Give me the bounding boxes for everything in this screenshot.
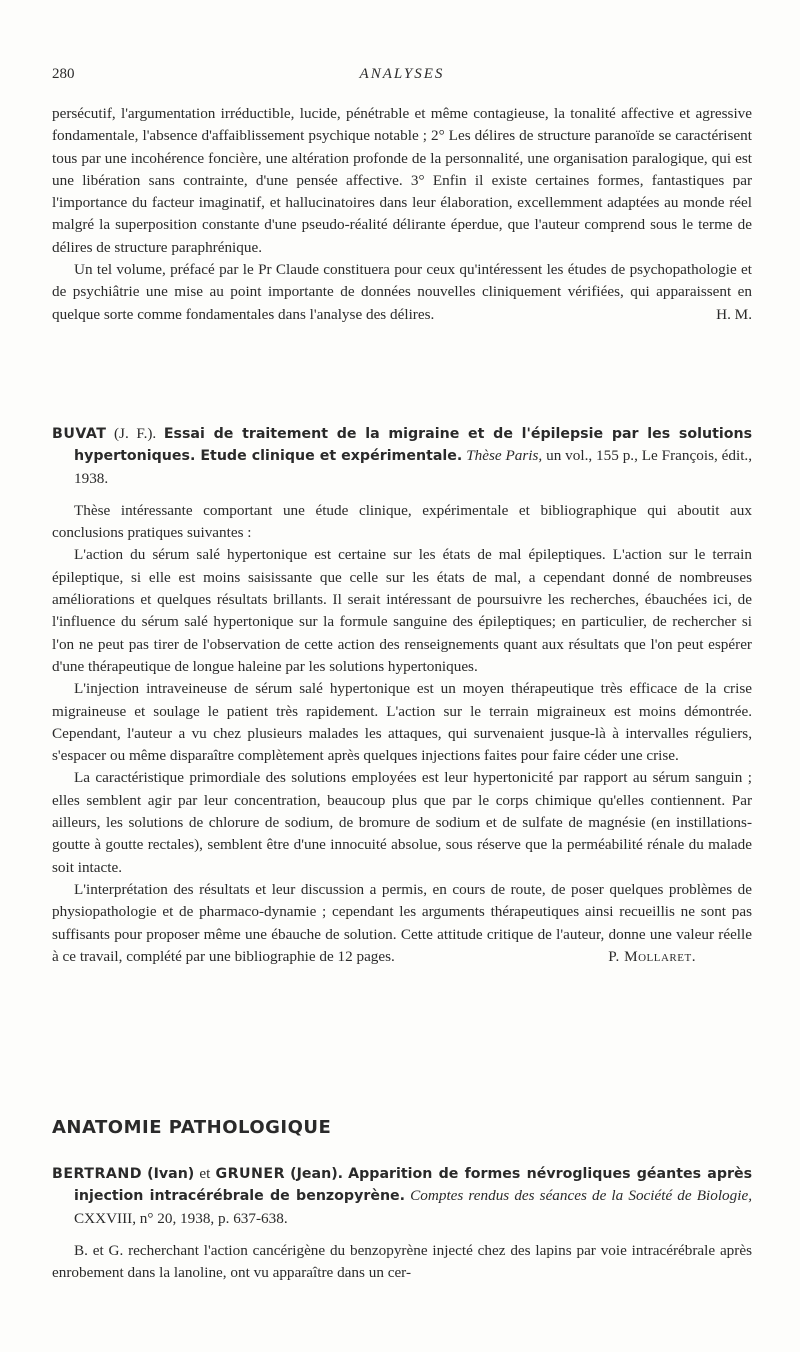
review1-paragraph-1: persécutif, l'argumentation irréductible, lucide, pénétrable et même contagieuse, la tonalité affective et agressive fondamentale, l'absence d'affaiblissement psychique notable ; 2° Les délires de structure paranoïde se caractérisent tous par une incohérence foncière, une altération profonde de la personnalité, une organisation paralogique, qui est une libération sans contrainte, d'une pensée affective. 3° Enfin il existe certaines formes, fantastiques par l'importance du facteur imaginatif, et hallucinatoires dans leur élaboration, excellemment adaptées au monde réel malgré la superposition constante d'une pseudo-réalité délirante éperdue, que l'auteur comprend sous le terme de délires de structure paraphrénique. <box>52 105 752 256</box>
review1-paragraph-2: Un tel volume, préfacé par le Pr Claude constituera pour ceux qu'intéressent les études de psychopathologie et de psychiâtrie une mise au point importante de données nouvelles cliniquement vérifiées, qui apparaissent en quelque sorte comme fondamentales dans l'analyse des délires. H. M. <box>52 259 752 326</box>
review3-paragraph-1: B. et G. recherchant l'action cancérigène du benzopyrène injecté chez des lapins par voie intracérébrale après enrobement dans la lanoline, ont vu apparaître dans un cer- <box>52 1241 752 1282</box>
review2-source: Thèse Paris, <box>466 447 543 465</box>
review3-author-1: BERTRAND <box>52 1166 143 1182</box>
review2-initials: (J. F.). <box>114 425 157 442</box>
review3-details: CXXVIII, n° 20, 1938, p. 637-638. <box>74 1209 288 1227</box>
review2-paragraph-2: L'action du sérum salé hypertonique est certaine sur les états de mal épileptiques. L'action sur le terrain épileptique, si elle est moins saisissante que celle sur les états de mal, a cependant donné de nombreuses améliorations et quelques résultats brillants. Il serait intéressant de poursuivre les recherches, ébauchées ici, de l'influence du sérum salé hypertonique sur la formule sanguine des épileptiques; en particulier, de rechercher si l'on ne peut pas tirer de l'observation de cette action des renseignements quant aux résultats que l'on peut espérer d'une thérapeutique de longue haleine par les solutions hypertoniques. <box>52 546 752 675</box>
review3-author-2: GRUNER <box>215 1166 286 1182</box>
review1-signature: H. M. <box>716 305 752 323</box>
review-bertrand <box>52 1163 752 1284</box>
review2-paragraph-4: La caractéristique primordiale des solutions employées est leur hypertonicité par rapport au sérum sanguin ; elles semblent agir par leur concentration, beaucoup plus que par le corps chimique qu'elles contiennent. Par ailleurs, les solutions de chlorure de sodium, de bromure de sodium et de sulfate de magnésie (en instillations-goutte à goutte rectales), semblent être d'une innocuité absolue, sous réserve que la perméabilité rénale du malade soit intacte. <box>52 769 752 876</box>
review3-title: Apparition de formes névrogliques géantes après injection intracérébrale de benzopyrène. <box>74 1166 753 1205</box>
review2-title: Essai de traitement de la migraine et de l'épilepsie par les solutions hypertoniques. Etude clinique et expérimentale. <box>74 426 753 465</box>
review-continuation <box>52 103 752 326</box>
review2-citation <box>52 423 752 490</box>
running-title: ANALYSES <box>359 66 445 82</box>
review2-paragraph-1: Thèse intéressante comportant une étude clinique, expérimentale et bibliographique qui aboutit aux conclusions pratiques suivantes : <box>52 501 752 542</box>
review2-author: BUVAT <box>52 426 107 442</box>
page-number: 280 <box>52 66 75 82</box>
running-header <box>52 66 752 88</box>
review3-source: Comptes rendus des séances de la Société de Biologie, <box>410 1187 752 1205</box>
review2-paragraph-5: L'interprétation des résultats et leur discussion a permis, en cours de route, de poser quelques problèmes de physiopathologie et de pharmaco-dynamie ; cependant les arguments thérapeutiques ainsi recueillis ne sont pas suffisants pour proposer même une ébauche de solution. Cette attitude critique de l'auteur, donne une valeur réelle à ce travail, complété par une bibliographie de 12 pages. P. Mollaret. <box>52 879 752 968</box>
review2-signature: P. Mollaret. <box>608 947 696 965</box>
review2-paragraph-3: L'injection intraveineuse de sérum salé hypertonique est un moyen thérapeutique très efficace de la crise migraineuse et soulage le patient très rapidement. L'action sur le terrain migraineux est moins démontrée. Cependant, l'auteur a vu chez plusieurs malades les attaques, qui survenaient jusque-là à intervalles réguliers, s'espacer ou même disparaître complètement après quelques injections faites pour faire céder une crise. <box>52 680 752 765</box>
section-heading: ANATOMIE PATHOLOGIQUE <box>52 1117 332 1138</box>
section-heading-block <box>52 1117 752 1138</box>
review2-details: un vol., 155 p., Le François, édit., 1938. <box>74 447 753 487</box>
review3-citation: BERTRAND (Ivan) et GRUNER (Jean). Apparition de formes névrogliques géantes après injection intracérébrale de benzopyrène. Comptes rendus des séances de la Société de Biologie, CXXVIII, n° 20, 1938, p. 637-638. <box>52 1165 753 1227</box>
review-buvat <box>52 423 752 968</box>
